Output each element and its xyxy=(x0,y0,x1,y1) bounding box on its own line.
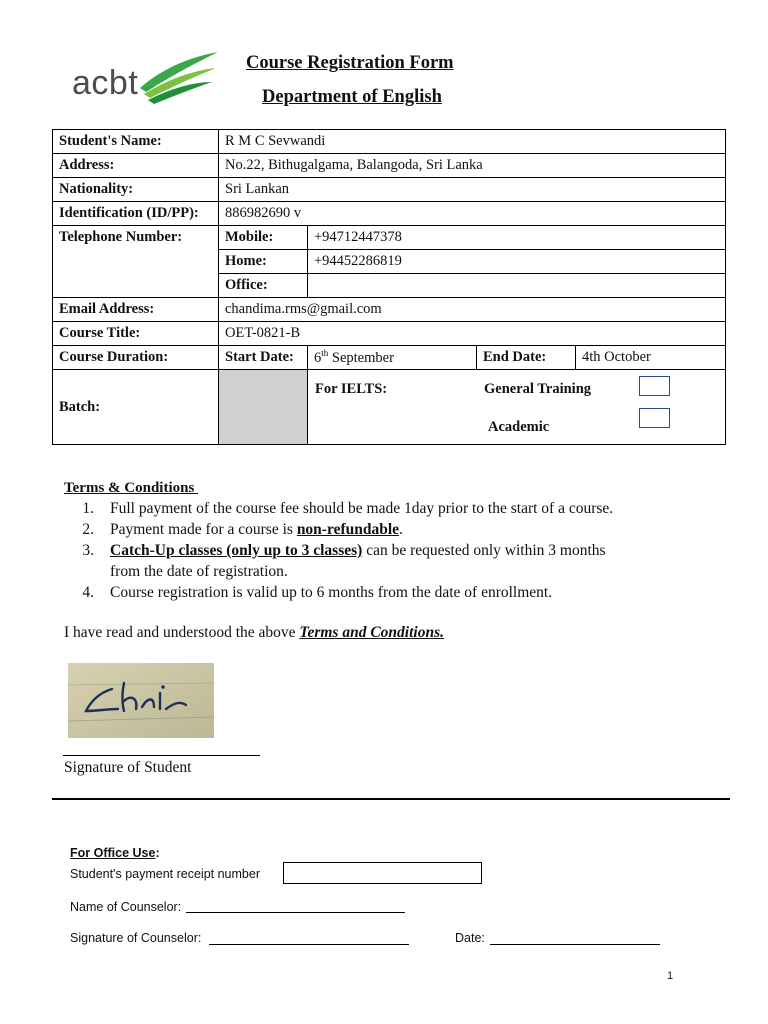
end-date-label: End Date: xyxy=(477,346,576,370)
acknowledgement-text xyxy=(64,624,444,642)
nationality-label: Nationality: xyxy=(53,178,219,202)
telephone-label: Telephone Number: xyxy=(53,226,219,298)
logo-text: acbt xyxy=(72,64,139,102)
term-text-post: . xyxy=(399,521,403,538)
term-text-bold: Catch-Up classes (only up to 3 classes) xyxy=(110,542,363,559)
acbt-logo xyxy=(70,48,220,106)
ielts-label: For IELTS: xyxy=(315,381,388,397)
table-row xyxy=(53,130,726,154)
course-title-value: OET-0821-B xyxy=(219,322,726,346)
signature-scribble-icon xyxy=(68,663,214,738)
student-name-label: Student's Name: xyxy=(53,130,219,154)
term-number: 1. xyxy=(82,500,94,517)
term-text-pre: Payment made for a course is xyxy=(110,521,297,538)
date-field[interactable] xyxy=(490,944,660,945)
term-text: Course registration is valid up to 6 months from the date of enrollment. xyxy=(110,584,553,601)
receipt-number-field[interactable] xyxy=(283,862,482,884)
office-use-heading-text: For Office Use xyxy=(70,846,156,860)
home-label: Home: xyxy=(219,250,308,274)
table-row xyxy=(53,370,726,445)
home-value: +94452286819 xyxy=(308,250,726,274)
page-number: 1 xyxy=(667,970,674,982)
office-value xyxy=(308,274,726,298)
counselor-signature-field[interactable] xyxy=(209,944,409,945)
course-duration-label: Course Duration: xyxy=(53,346,219,370)
table-row xyxy=(53,178,726,202)
ielts-options-cell xyxy=(308,370,726,445)
student-signature-line xyxy=(63,755,260,756)
term-text-bold: non-refundable xyxy=(296,521,400,538)
section-divider xyxy=(52,798,730,800)
acknowledgement-pre: I have read and understood the above xyxy=(64,624,300,641)
student-signature-label: Signature of Student xyxy=(64,759,192,776)
counselor-name-field[interactable] xyxy=(186,912,405,913)
start-day-suffix: th xyxy=(321,348,329,359)
counselor-signature-label: Signature of Counselor: xyxy=(70,931,202,945)
table-row xyxy=(53,154,726,178)
address-value: No.22, Bithugalgama, Balangoda, Sri Lanka xyxy=(219,154,726,178)
term-text-post: can be requested only within 3 months xyxy=(362,542,606,559)
receipt-number-label: Student's payment receipt number xyxy=(70,867,260,881)
form-title: Course Registration Form xyxy=(246,53,454,73)
term-text xyxy=(110,521,403,539)
term-number: 2. xyxy=(82,521,94,538)
table-row xyxy=(53,226,726,250)
email-label: Email Address: xyxy=(53,298,219,322)
start-date-label: Start Date: xyxy=(219,346,308,370)
term-text: Full payment of the course fee should be made 1day prior to the start of a course. xyxy=(110,500,614,517)
mobile-label: Mobile: xyxy=(219,226,308,250)
registration-table xyxy=(52,129,726,445)
general-training-label: General Training xyxy=(484,381,592,397)
term-number: 4. xyxy=(82,584,94,601)
acknowledgement-emph: Terms and Conditions. xyxy=(299,624,444,641)
course-title-label: Course Title: xyxy=(53,322,219,346)
date-label: Date: xyxy=(455,931,485,945)
general-training-checkbox[interactable] xyxy=(639,376,670,396)
mobile-value: +94712447378 xyxy=(308,226,726,250)
start-month: September xyxy=(328,349,394,366)
department-title: Department of English xyxy=(262,87,442,107)
table-row xyxy=(53,322,726,346)
address-label: Address: xyxy=(53,154,219,178)
student-signature-image xyxy=(68,663,214,738)
batch-shaded-cell xyxy=(219,370,308,445)
counselor-name-label: Name of Counselor: xyxy=(70,900,182,914)
academic-checkbox[interactable] xyxy=(639,408,670,428)
table-row xyxy=(53,346,726,370)
academic-label: Academic xyxy=(488,419,550,435)
term-text-continuation: from the date of registration. xyxy=(110,563,288,580)
start-date-value xyxy=(308,346,477,370)
office-use-heading xyxy=(70,846,160,860)
student-name-value: R M C Sevwandi xyxy=(219,130,726,154)
term-number: 3. xyxy=(82,542,94,559)
table-row xyxy=(53,202,726,226)
nationality-value: Sri Lankan xyxy=(219,178,726,202)
term-text xyxy=(110,542,606,560)
table-row xyxy=(53,298,726,322)
end-date-value: 4th October xyxy=(576,346,726,370)
id-value: 886982690 v xyxy=(219,202,726,226)
terms-heading: Terms & Conditions xyxy=(64,480,199,496)
batch-label: Batch: xyxy=(53,370,219,445)
office-use-heading-colon: : xyxy=(155,846,160,860)
id-label: Identification (ID/PP): xyxy=(53,202,219,226)
office-label: Office: xyxy=(219,274,308,298)
start-day: 6 xyxy=(314,349,322,366)
email-value: chandima.rms@gmail.com xyxy=(219,298,726,322)
